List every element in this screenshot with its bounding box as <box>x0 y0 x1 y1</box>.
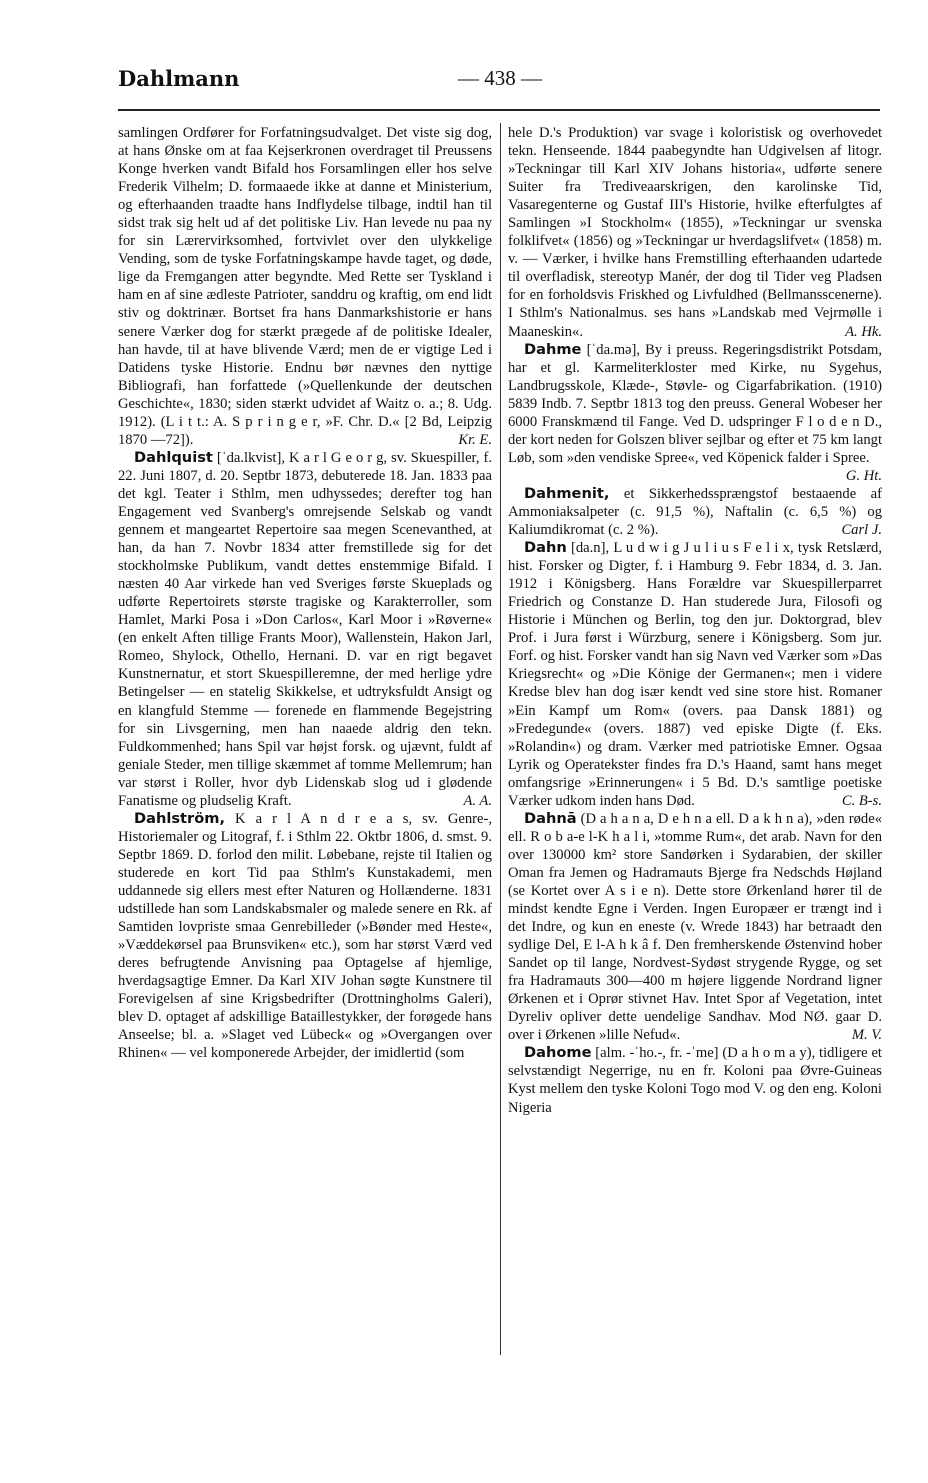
entry-headword: Dahmenit, <box>524 484 610 502</box>
entry-text: et Sikkerhedssprængstof bestaaende af Ammoniaksalpeter (c. 91,5 %), Naftalin (c. 6,5 %) og Kaliumdikromat (c. 2 %). <box>508 485 883 539</box>
entry-dahome <box>508 1044 882 1116</box>
entry-text: hele D.'s Produktion) var svage i koloristisk og overhovedet tekn. Henseende. 1844 paabegyndte han Udgivelsen af litogr. »Teckningar till Karl XIV Johans historia«, udførte senere Suiter fra Trediveaarskrigen, den karolinske Tid, Vasaregenterne og Gustaf III's Historie, hvilke efterfulgtes af Samlingen »I Stockholm« (1855), »Teckningar ur svenska folklifvet« (1856) og »Teckningar ur hverdagslifvet« (1858) m. v. — Værker, i hvilke hans Fremstilling efterhaanden udartede til overfladisk, stereotyp Manér, der dog til Tider veg Pladsen for en forholdsvis Friskhed og Livfuldhed (Bellmansscenerne). I Sthlm's Nationalmus. ses hans »Landskab med Vejrmølle i Maaneskin«. <box>508 125 882 340</box>
entry-text: K a r l A n d r e a s, sv. Genre-, Historiemaler og Litograf, f. i Sthlm 22. Oktbr 1806, d. smst. 9. Septbr 1869. D. forlod den milit. Løbebane, rejste til Italien og studerede en kort Tid paa Sthlm's Kunstakademi, men uddannede sig ellers mest efter Naturen og Hollænderne. 1831 udstillede han som Landskabsmaler og malede senere en Rk. af Samtiden lovpriste smaa Genrebilleder (»Bønder med Heste«, »Væddekørsel paa Brunsviken« etc.), som har størst Værd ved deres befrugtende Anvisning paa Optagelse af hjemlige, hverdagsagtige Emner. Da Karl XIV Johan søgte Kunstnere til Forevigelsen af sine Krigsbedrifter (Drottningholms Galeri), blev D. optaget af adskillige Bataillestykker, der forøgede hans Anseelse; bl. a. »Slaget ved Lübeck« og »Overgangen over Rhinen« — vel komponerede Arbejder, der imidlertid (som <box>118 810 492 1062</box>
page-header <box>118 66 878 100</box>
header-rule <box>118 109 880 111</box>
continued-entry <box>508 124 882 341</box>
entry-dahlquist <box>118 449 492 810</box>
author-signature: C. B-s. <box>841 792 882 809</box>
entry-text: [da.n], L u d w i g J u l i u s F e l i x, tysk Retslærd, hist. Forsker og Digter, f. i Hamburg 9. Febr 1834, d. 3. Jan. 1912 i Königsberg. Hans Forældre var Skuespillerparret Friedrich og Constanze D. Han studerede Jura, Filosofi og Historie i München og Berlin, tog den jur. Doktorgrad, blev Prof. i Jura først i Würzburg, senere i Königsberg. Som jur. Forf. og hist. Forsker vandt han sig Navn ved Værker som »Das Kriegsrecht« og »Die Könige der Germanen«; men i videre Kredse blev han dog især kendt ved sine store hist. Romaner »Ein Kampf um Rom« (overs. paa Dansk 1881) og »Fredegunde« (overs. 1887) ved episke Digte (f. Eks. »Rolandin«) og dram. Værker med patriotiske Emner. Ogsaa Lyrik og Operatekster findes fra D.'s Haand, samt hans meget omfangsrige »Erinnerungen« i 5 Bd. D.'s samtlige poetiske Værker udkom inden hans Død. <box>508 540 883 809</box>
entry-dahmenit <box>508 485 882 539</box>
entry-dahna <box>508 810 882 1045</box>
author-signature: Kr. E. <box>458 431 492 448</box>
author-signature: Carl J. <box>841 522 882 539</box>
entry-dahlstrom <box>118 810 492 1063</box>
entry-headword: Dahlquist <box>134 448 213 466</box>
entry-dahn <box>508 539 882 810</box>
entry-headword: Dahome <box>524 1044 592 1062</box>
right-column <box>508 124 882 1117</box>
entry-dahme <box>508 340 882 484</box>
author-signature: G. Ht. <box>845 467 882 484</box>
left-column <box>118 124 492 1062</box>
continued-entry <box>118 124 492 449</box>
entry-text: (D a h a n a, D e h n a ell. D a k h n a), »den røde« ell. R o b a-e l-K h a l i, »tomme Rum«, det arab. Navn for den over 130000 km² store Sandørken i Sydarabien, der skiller Oman fra Jemen og Hadramauts Bjerge fra Nedschds Højland (se Kortet over A s i e n). Dette store Ørkenland hører til de mindst kendte Egne i Verden. Ingen Europæer er trængt ind i det Indre, og kun en eneste (v. Wrede 1843) har betraadt den sydlige Del, E l-A h k â f. Den fremherskende Østenvind hober Sandet op til lange, Nordvest-Sydøst strygende Rygge, og set fra Hadramauts 300—400 m højere liggende Nordrand ligner Ørkenen et i Oprør stivnet Hav. Intet Spor af Vegetation, intet Dyreliv opliver dette uendelige Sandhav. Mod NØ. gaar D. over i Ørkenen »lille Nefud«. <box>508 810 882 1044</box>
page-number: — 438 — <box>458 66 542 90</box>
entry-headword: Dahme <box>524 340 582 358</box>
author-signature: A. A. <box>463 792 492 809</box>
entry-headword: Dahlström, <box>134 809 225 827</box>
entry-text: samlingen Ordfører for Forfatningsudvalget. Det viste sig dog, at hans Ønske om at faa Kejserkronen overdraget til Preussens Konge hverken vandt Bifald hos Forsamlingen eller hos selve Frederik Vilhelm; D. formaaede ikke at danne et Ministerium, og efterhaanden traadte hans Indflydelse tilbage, indtil han til sidst trak sig helt ud af det politiske Liv. Han levede nu paa ny for sin Lærervirksomhed, fortvivlet over den ulykkelige Vending, som de tyske Forfatningskampe havde taget, og døde, lige da Fremgangen atter begyndte. Med Rette ser Tyskland i ham en af sine ædleste Patrioter, sanddru og kraftig, om end lidt stiv og doktrinær. Bortset fra hans Danmarkshistorie er hans senere Værker dog for stærkt prægede af de politiske Idealer, han havde, til at have blivende Værd; men de er vigtige Led i Datidens tyske Historie. Endnu bør nævnes den nyttige Bibliografi, han forfattede (»Quellenkunde der deutschen Geschichte«, 1830; siden stærkt udvidet af Waitz o. a.; 8. Udg. 1912). (L i t t.: A. S p r i n g e r, »F. Chr. D.« [2 Bd, Leipzig 1870 —72]). <box>118 125 492 448</box>
entry-text: [ˈda.mə], By i preuss. Regeringsdistrikt Potsdam, har et gl. Karmeliterkloster med Kirke, nu Sygehus, Landbrugsskole, Klæde-, Støvle- og Cigarfabrikation. (1910) 5839 Indb. 7. Septbr 1813 tog den preuss. General Wobeser her 6000 Franskmænd til Fange. Ved D. udspringer F l o d e n D., der kort neden for Golszen bliver sejlbar og efter et 75 km langt Løb, som »den vendiske Spree«, ved Köpenick falder i Spree. <box>508 341 882 466</box>
running-headword: Dahlmann <box>118 66 240 91</box>
entry-headword: Dahn <box>524 539 567 557</box>
entry-text: [alm. -ˈho.-, fr. -ˈme] (D a h o m a y), tidligere et selvstændigt Negerrige, nu en fr. Koloni paa Øvre-Guineas Kyst mellem den tyske Koloni Togo mod V. og den eng. Koloni Nigeria <box>508 1045 882 1116</box>
author-signature: A. Hk. <box>845 323 882 340</box>
entry-text: [ˈda.lkvist], K a r l G e o r g, sv. Skuespiller, f. 22. Juni 1807, d. 20. Septbr 1873, debuterede 18. Jan. 1833 paa det kgl. Teater i Sthlm, men udhyssedes; derefter tog han Engagement ved Svanberg's omrejsende Selskab og vandt gennem et mangeartet Repertoire saa megen Scenevanthed, at han, da han 7. Novbr 1834 atter fremstillede sig for det stockholmske Publikum, vandt dettes enstemmige Bifald. I næsten 40 Aar virkede han ved Sveriges første Skueplads og udførte Repertoirets største tragiske og Karakterroller, som Hamlet, Marki Posa i »Don Carlos«, Karl Moor i »Røverne« (en enkelt Aften tillige Frants Moor), Wallenstein, Hakon Jarl, Romeo, Shylock, Othello, Hernani. D. var en rigt begavet Kunstnernatur, et stort Skuespilleremne, der med herlige ydre Betingelser — en statelig Skikkelse, et udtryksfuldt Ansigt og en klangfuld Stemme — forenede en flammende Begejstring for sin Livsgerning, men han naaede aldrig den tekn. Fuldkommenhed; hans Spil var højst forsk. og ujævnt, fuldt af geniale Steder, men tillige skæmmet af tomme Mellemrum; han var størst i Roller, hvor dyb Lidenskab slog ud i glødende Fanatisme og pludselig Kraft. <box>118 449 492 809</box>
entry-headword: Dahnā <box>524 809 577 827</box>
column-divider <box>500 123 501 1355</box>
author-signature: M. V. <box>851 1027 882 1044</box>
